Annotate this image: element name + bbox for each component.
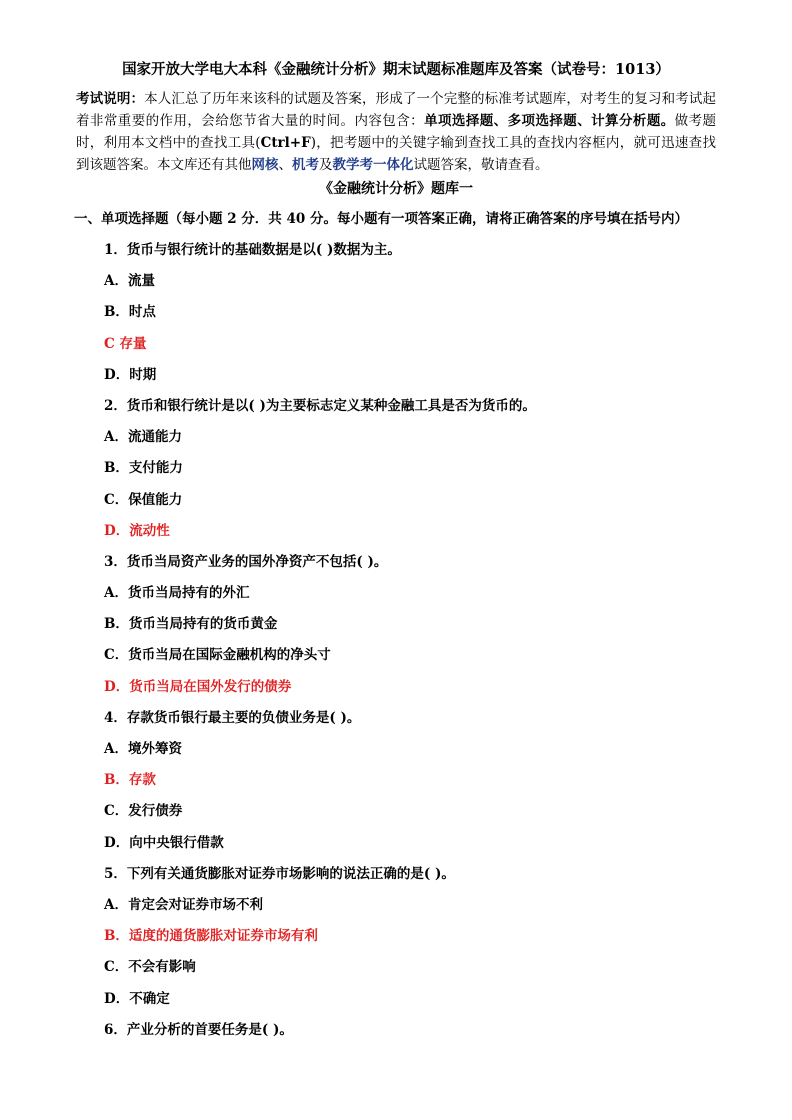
question-stem: 1．货币与银行统计的基础数据是以( )数据为主。 — [104, 242, 401, 258]
instructions-text-1: 本人汇总了历年来该科的试题及答案，形成了一个完整的标准考试题库，对考生的复习和考试起着非常重要的作用，会给您节省大量的时间。内容包含： — [76, 91, 717, 129]
question-stem: 4．存款货币银行最主要的负债业务是( )。 — [104, 709, 361, 726]
link-jikao[interactable]: 机考 — [292, 157, 319, 173]
instructions-text-2: 做考题时，利用本文档中的查找工具( — [76, 113, 717, 151]
instructions-sep-2: 及 — [319, 157, 333, 173]
option-line: A．肯定会对证券市场不利 — [104, 896, 263, 913]
link-jiaoxuekao[interactable]: 教学考一体化 — [332, 157, 414, 173]
instructions-sep-1: 、 — [278, 157, 292, 173]
answer-option: D．流动性 — [104, 522, 170, 539]
option-line: C．发行债券 — [104, 803, 183, 820]
answer-option: B．存款 — [104, 772, 156, 789]
instructions-label: 考试说明： — [76, 91, 145, 107]
option-line: D．不确定 — [104, 990, 170, 1007]
instructions-text-4: 试题答案，敬请查看。 — [413, 157, 549, 173]
question-stem: 3．货币当局资产业务的国外净资产不包括( )。 — [104, 553, 388, 570]
instructions-text-3: )，把考题中的关键字输到查找工具的查找内容框内，就可迅速查找到该题答案。本文库还有其他 — [76, 135, 716, 173]
option-line: A．流通能力 — [104, 429, 182, 446]
section-heading: 一、单项选择题（每小题 2 分．共 40 分。每小题有一项答案正确，请将正确答案的序号填在括号内） — [74, 211, 688, 227]
exam-instructions — [76, 88, 716, 176]
instructions-shortcut: Ctrl+F — [260, 135, 311, 151]
question-stem: 5．下列有关通货膨胀对证券市场影响的说法正确的是( )。 — [104, 865, 455, 882]
option-line: A．流量 — [104, 273, 155, 290]
option-line: B．支付能力 — [104, 460, 183, 477]
answer-option: C 存量 — [104, 335, 147, 352]
option-line: A．境外筹资 — [104, 741, 182, 757]
link-wanghe[interactable]: 网核 — [251, 157, 279, 173]
option-line: C．货币当局在国际金融机构的净头寸 — [104, 647, 331, 664]
answer-option: D．货币当局在国外发行的债券 — [104, 678, 292, 695]
option-line: A．货币当局持有的外汇 — [104, 585, 250, 602]
question-stem: 6．产业分析的首要任务是( )。 — [104, 1021, 293, 1038]
answer-option: B．适度的通货膨胀对证券市场有利 — [104, 928, 318, 945]
option-line: B．货币当局持有的货币黄金 — [104, 616, 278, 633]
question-stem: 2．货币和银行统计是以( )为主要标志定义某种金融工具是否为货币的。 — [104, 397, 536, 414]
option-line: D．时期 — [104, 366, 157, 383]
option-line: B．时点 — [104, 304, 156, 321]
question-bank-title: 《金融统计分析》题库一 — [319, 181, 473, 197]
question-list — [104, 240, 744, 1051]
option-line: D．向中央银行借款 — [104, 834, 224, 851]
option-line: C．不会有影响 — [104, 959, 196, 976]
instructions-bold-1: 单项选择题、多项选择题、计算分析题。 — [424, 113, 675, 129]
document-title: 国家开放大学电大本科《金融统计分析》期末试题标准题库及答案（试卷号：1013） — [122, 61, 670, 78]
option-line: C．保值能力 — [104, 491, 183, 508]
